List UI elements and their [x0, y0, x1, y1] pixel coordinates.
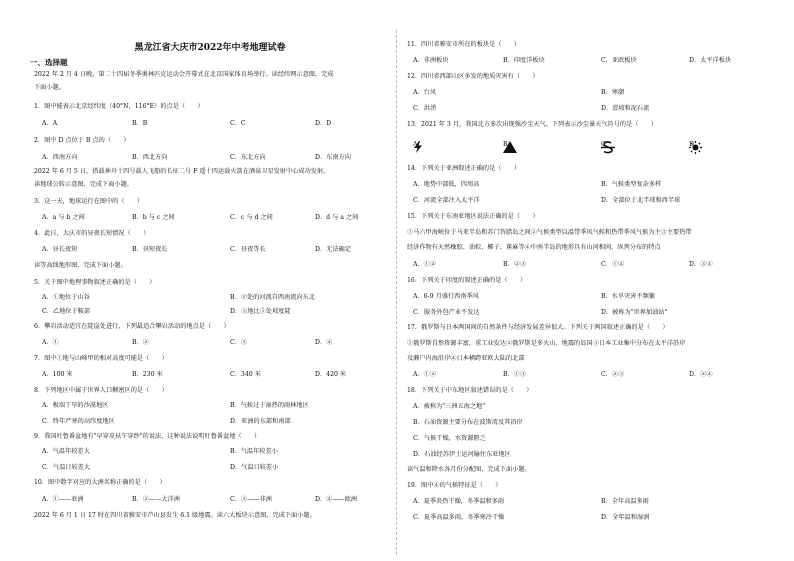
- option[interactable]: B．石油资源主要分布在波斯湾及其沿岸: [413, 419, 523, 426]
- option[interactable]: A．①地位于山谷: [42, 294, 90, 301]
- option[interactable]: B．②处的河流自西南流向东北: [230, 294, 315, 301]
- option[interactable]: B．②: [132, 339, 149, 346]
- option[interactable]: A．西南方向: [42, 154, 78, 161]
- intro-text: 2022 年 6 月 5 日，搭载神舟十四号载人飞船的长征二号 F 遥十四运载火箭在酒泉卫星发射中心成功发射。: [34, 168, 330, 175]
- intro-text: 读等高线地形图，完成下面小题。: [34, 262, 127, 269]
- question-13: 13．2021 年 3 月，我国北方多次出现强沙尘天气。下列表示沙尘暴天气符号的是（ ）: [407, 121, 658, 128]
- option[interactable]: C．终年严寒的高纬度地区: [42, 418, 115, 425]
- option[interactable]: A．100 米: [42, 371, 73, 378]
- option[interactable]: C．340 米: [230, 371, 261, 378]
- option[interactable]: D．太平洋板块: [689, 57, 732, 64]
- option[interactable]: A．夏季炎热干燥，冬季温和多雨: [413, 498, 505, 505]
- option[interactable]: A．①②: [413, 371, 437, 378]
- option[interactable]: D．亚洲的东部和南部: [230, 418, 291, 425]
- intro-text: 2022 年 2 月 4 日晚，第二十四届冬季奥林匹克运动会开幕式在北京国家体育场举行。读经纬网示意图，完成: [34, 71, 334, 78]
- option[interactable]: A．A: [42, 120, 58, 127]
- question-text: 经济作物有天然橡胶、油棕、椰子、蕉麻等④中南半岛的地形具有山河相间、纵列分布的特点: [407, 244, 661, 251]
- question-5: 5．关于图中地理事物叙述正确的是（ ）: [34, 279, 156, 286]
- option[interactable]: D．被称为"世界加油站": [601, 309, 668, 316]
- intro-text: 下面小题。: [34, 84, 65, 91]
- option[interactable]: C．C: [230, 120, 246, 127]
- option[interactable]: C．乙地位于鞍部: [42, 308, 91, 315]
- option[interactable]: C．昼夜等长: [230, 246, 266, 253]
- option[interactable]: A．极端干旱的沙漠地区: [42, 402, 109, 409]
- question-text: ①马六甲海峡位于马来半岛和苏门答腊岛之间②气候类型以温带季风气候和热带季风气候为主③主要热带: [407, 229, 692, 236]
- option[interactable]: A．昼长夜短: [42, 246, 78, 253]
- question-8: 8．下列地区中属于世界人口稠密区的是（ ）: [34, 387, 168, 394]
- option[interactable]: D．石油经苏伊士运河输往东亚地区: [413, 451, 511, 458]
- question-11: 11．四川省雅安市所在的板块是（ ）: [407, 41, 521, 48]
- intro-text: 读地球公转示意图，完成下面小题。: [34, 181, 133, 188]
- question-9: 9．我国吐鲁番盆地有"早穿皮袄午穿纱"的说法，这种说法说明吐鲁番盆地（ ）: [34, 433, 261, 440]
- question-2: 2．图中 D 点位于 B 点的（ ）: [34, 137, 130, 144]
- option[interactable]: B．全年高温多雨: [601, 498, 649, 505]
- question-18: 18．下列关于中东地区叙述错误的是（ ）: [407, 387, 533, 394]
- option[interactable]: B．230 米: [132, 371, 163, 378]
- option[interactable]: B．②——大洋洲: [132, 496, 180, 503]
- question-6: 6．攀岩活动适宜在陡崖处进行，下列最适合攀岩活动的地点是（ ）: [34, 323, 230, 330]
- question-text: 及濑户内海沿岸④日本横跨亚欧大陆的北部: [407, 355, 525, 362]
- option[interactable]: B．水旱灾害不频繁: [601, 293, 656, 300]
- left-column: [30, 0, 390, 561]
- option[interactable]: B．气候类型复杂多样: [601, 181, 662, 188]
- right-column: [403, 0, 771, 561]
- option[interactable]: D．d 与 a 之间: [315, 214, 359, 221]
- option[interactable]: C．③——非洲: [230, 496, 272, 503]
- option[interactable]: B．B: [132, 120, 148, 127]
- option[interactable]: C．东北方向: [230, 154, 266, 161]
- option[interactable]: C．c 与 d 之间: [230, 214, 273, 221]
- option[interactable]: A．非洲板块: [413, 57, 449, 64]
- option[interactable]: B．寒潮: [601, 89, 625, 96]
- option[interactable]: C．河流全部注入太平洋: [413, 197, 480, 204]
- intro-text: 读气温和降水各月份分配图，完成下面小题。: [407, 466, 531, 473]
- option[interactable]: B．b 与 c 之间: [132, 214, 175, 221]
- option[interactable]: D．无法确定: [315, 246, 351, 253]
- option[interactable]: C．气温日较差大: [42, 464, 91, 471]
- question-1: 1．图中能表示北京经纬度（40°N，116°E）的点是（ ）: [34, 103, 204, 110]
- question-10: 10．图中数字对应的大洲名称正确的是（ ）: [34, 479, 166, 486]
- question-16: 16．下列关于印度的叙述正确的是（ ）: [407, 277, 527, 284]
- option[interactable]: C．②③: [601, 371, 625, 378]
- option[interactable]: D．滑坡和泥石流: [601, 105, 650, 112]
- option-c[interactable]: C．: [601, 141, 615, 154]
- option[interactable]: D．全部位于北半球和西半球: [601, 197, 681, 204]
- option[interactable]: B．气候过于湿热的雨林地区: [230, 402, 309, 409]
- option[interactable]: C．亚欧板块: [601, 57, 637, 64]
- option[interactable]: A．①②: [413, 261, 437, 268]
- option[interactable]: A．气温年较差大: [42, 448, 90, 455]
- question-15: 15．下列关于东南亚地区说法正确的是（ ）: [407, 213, 539, 220]
- option[interactable]: B．昼短夜长: [132, 246, 168, 253]
- option[interactable]: C．气候干燥，水资源匮乏: [413, 435, 486, 442]
- question-7: 7．图中①地与山峰甲的相对高度可能是（ ）: [34, 355, 168, 362]
- option[interactable]: A．地势中部低，四周高: [413, 181, 480, 188]
- option[interactable]: A．6-9 月盛行西南季风: [413, 293, 479, 300]
- option[interactable]: B．气温年较差小: [230, 448, 278, 455]
- option-d[interactable]: D．: [689, 141, 702, 154]
- question-14: 14．下列关于亚洲叙述正确的是（ ）: [407, 165, 521, 172]
- option[interactable]: C．洪涝: [413, 105, 437, 112]
- option[interactable]: B．印度洋板块: [503, 57, 545, 64]
- question-17: 17．俄罗斯与日本两国间的自然条件与经济发展差异很大。下列关于两国叙述正确的是（ ）: [407, 324, 669, 331]
- option[interactable]: D．④: [315, 339, 333, 346]
- option[interactable]: D．②④: [689, 371, 713, 378]
- option[interactable]: D．③地比⑤处坡度陡: [230, 308, 291, 315]
- option[interactable]: C．①④: [601, 261, 625, 268]
- option-a[interactable]: A．: [413, 141, 423, 153]
- option[interactable]: C．③: [230, 339, 248, 346]
- option[interactable]: A．a 与 b 之间: [42, 214, 85, 221]
- option[interactable]: A．①——亚洲: [42, 496, 84, 503]
- question-3: 3．这一天，地球运行在图中的（ ）: [34, 198, 144, 205]
- option[interactable]: A．被称为"三洲五海之地": [413, 403, 486, 410]
- option[interactable]: D．气温日较差小: [230, 464, 279, 471]
- option[interactable]: D．全年温和湿润: [601, 514, 650, 521]
- page-title: 黑龙江省大庆市2022年中考地理试卷: [134, 43, 286, 53]
- option[interactable]: B．①③: [503, 371, 527, 378]
- option[interactable]: D．④——欧洲: [315, 496, 358, 503]
- option[interactable]: D．420 米: [315, 371, 347, 378]
- section-heading: 一、选择题: [30, 58, 68, 67]
- option[interactable]: B．②③: [503, 261, 527, 268]
- intro-text: 2022 年 6 月 1 日 17 时在四川省雅安市芦山县发生 6.1 级地震。读六大板块示意图，完成下面小题。: [34, 512, 316, 519]
- option[interactable]: D．东南方向: [315, 154, 351, 161]
- option[interactable]: C．服务外包产业不发达: [413, 309, 480, 316]
- option[interactable]: D．D: [315, 120, 332, 127]
- option[interactable]: A．①: [42, 339, 59, 346]
- option[interactable]: D．③④: [689, 261, 713, 268]
- option[interactable]: B．西北方向: [132, 154, 168, 161]
- option[interactable]: C．夏季高温多雨，冬季寒冷干燥: [413, 514, 505, 521]
- question-text: ①俄罗斯自然资源丰富，重工业发达②俄罗斯是多火山、地震的岛国③日本工业集中分布在太平洋沿岸: [407, 340, 686, 347]
- question-19: 19．图中④的气候特征是（ ）: [407, 482, 502, 489]
- question-4: 4．此日，大庆市的昼夜长短情况（ ）: [34, 230, 150, 237]
- option-b[interactable]: B．: [503, 141, 517, 153]
- option[interactable]: A．台风: [413, 89, 437, 96]
- column-divider: [396, 30, 397, 555]
- question-12: 12．四川省西部山区多发的地质灾害有（ ）: [407, 73, 539, 80]
